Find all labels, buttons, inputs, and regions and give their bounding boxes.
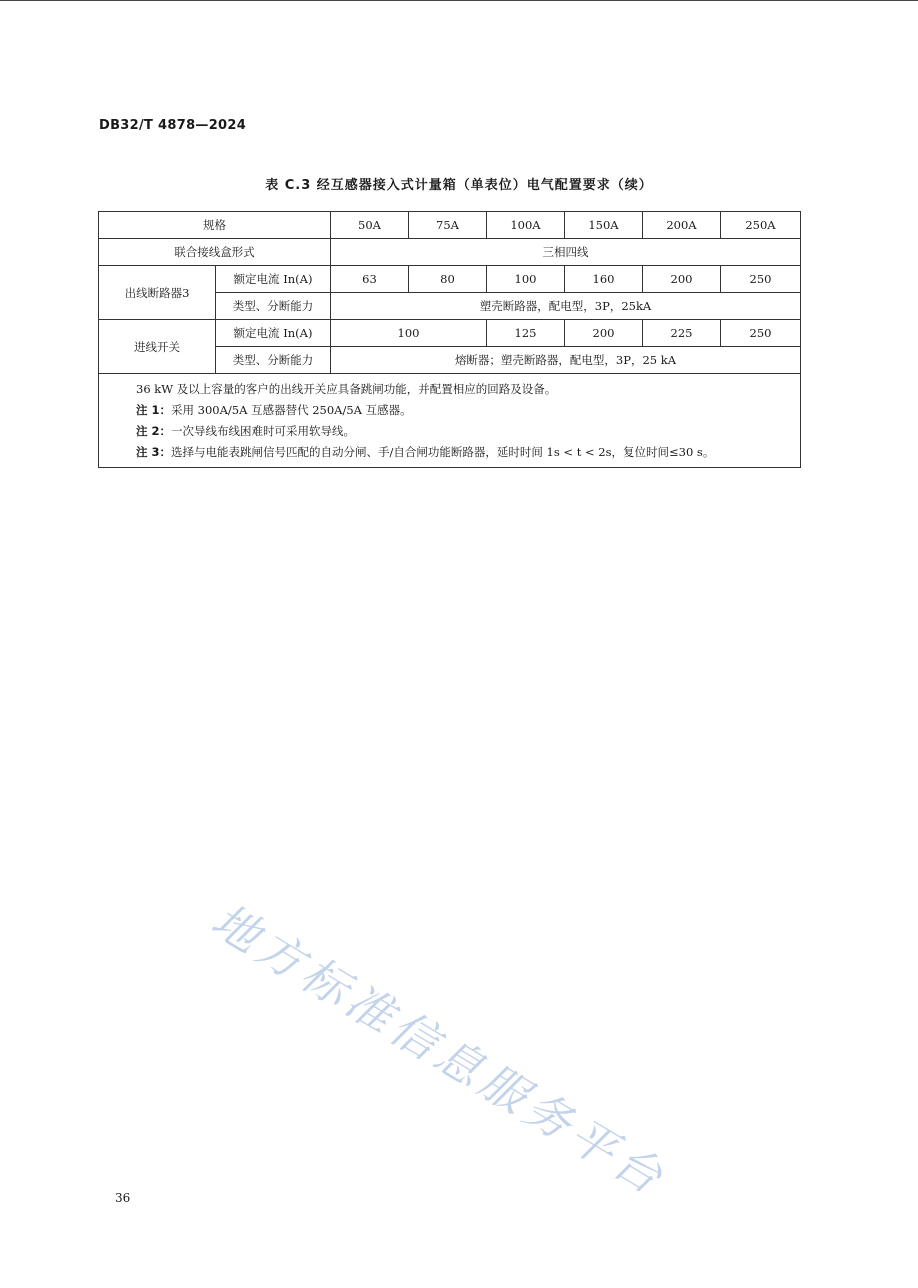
junction-box-label: 联合接线盒形式 [99, 239, 331, 266]
outgoing-current-value: 160 [565, 266, 643, 293]
outgoing-type-value: 塑壳断路器，配电型，3P，25kA [331, 293, 801, 320]
outgoing-type-label: 类型、分断能力 [216, 293, 331, 320]
note-text: 选择与电能表跳闸信号匹配的自动分闸、手/自合闸功能断路器，延时时间 1s < t < 2s，复位时间≤30 s。 [171, 445, 715, 459]
spec-column-200a: 200A [643, 212, 721, 239]
page-top-border [0, 0, 918, 1]
note-3 [136, 442, 800, 463]
note-text: 采用 300A/5A 互感器替代 250A/5A 互感器。 [171, 403, 412, 417]
incoming-type-value: 熔断器；塑壳断路器，配电型，3P，25 kA [331, 347, 801, 374]
note-tag: 注 2： [136, 424, 172, 438]
notes-cell [99, 374, 801, 468]
note-text: 36 kW 及以上容量的客户的出线开关应具备跳闸功能，并配置相应的回路及设备。 [136, 382, 557, 396]
note-tag: 注 3： [136, 445, 172, 459]
outgoing-current-value: 63 [331, 266, 409, 293]
page-number: 36 [115, 1191, 131, 1205]
spec-column-250a: 250A [721, 212, 801, 239]
outgoing-current-value: 100 [487, 266, 565, 293]
note-text: 一次导线布线困难时可采用软导线。 [171, 424, 356, 438]
incoming-rated-current-label: 额定电流 In(A) [216, 320, 331, 347]
outgoing-breaker-label: 出线断路器3 [99, 266, 216, 320]
incoming-switch-current-row [99, 320, 801, 347]
spec-column-50a: 50A [331, 212, 409, 239]
note-general [136, 379, 800, 400]
note-2 [136, 421, 800, 442]
incoming-current-value: 250 [721, 320, 801, 347]
spec-header-label: 规格 [99, 212, 331, 239]
incoming-current-value: 100 [331, 320, 487, 347]
incoming-current-value: 200 [565, 320, 643, 347]
incoming-current-value: 125 [487, 320, 565, 347]
notes-row [99, 374, 801, 468]
table-title: 表 C.3 经互感器接入式计量箱（单表位）电气配置要求（续） [265, 178, 653, 193]
spec-column-75a: 75A [409, 212, 487, 239]
incoming-current-value: 225 [643, 320, 721, 347]
spec-header-row [99, 212, 801, 239]
junction-box-value: 三相四线 [331, 239, 801, 266]
note-1 [136, 400, 800, 421]
document-code: DB32/T 4878—2024 [99, 118, 247, 133]
outgoing-breaker-current-row [99, 266, 801, 293]
note-tag: 注 1： [136, 403, 172, 417]
incoming-switch-label: 进线开关 [99, 320, 216, 374]
outgoing-current-value: 80 [409, 266, 487, 293]
outgoing-rated-current-label: 额定电流 In(A) [216, 266, 331, 293]
junction-box-row [99, 239, 801, 266]
spec-column-150a: 150A [565, 212, 643, 239]
electrical-config-table [98, 211, 801, 468]
watermark: 地方标准信息服务平台 [202, 892, 677, 1207]
outgoing-current-value: 200 [643, 266, 721, 293]
spec-column-100a: 100A [487, 212, 565, 239]
outgoing-current-value: 250 [721, 266, 801, 293]
incoming-type-label: 类型、分断能力 [216, 347, 331, 374]
